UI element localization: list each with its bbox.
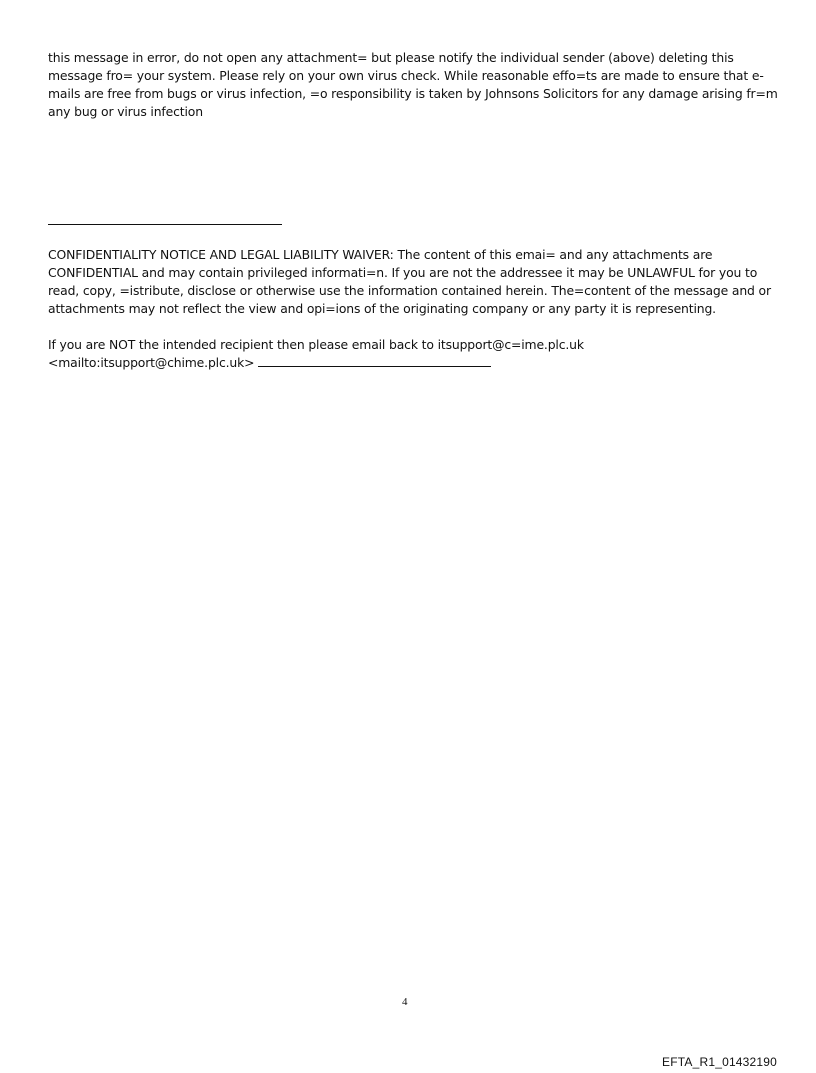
page-number: 4 [402,996,408,1008]
separator-rule [48,224,282,225]
confidentiality-line: CONFIDENTIALITY NOTICE AND LEGAL LIABILITY WAIVER: The content of this emai= and any attachments are [48,247,713,262]
disclaimer-line: this message in error, do not open any attachment= but please notify the individual sender (above) deleting this [48,50,734,65]
mailto-link[interactable]: <mailto:itsupport@chime.plc.uk> [48,355,255,370]
recipient-notice-mailto-row [48,354,491,372]
recipient-notice-line: If you are NOT the intended recipient then please email back to itsupport@c=ime.plc.uk [48,337,584,352]
disclaimer-line: message fro= your system. Please rely on your own virus check. While reasonable effo=ts are made to ensure that e- [48,68,764,83]
bates-number: EFTA_R1_01432190 [662,1055,778,1069]
disclaimer-line: mails are free from bugs or virus infection, =o responsibility is taken by Johnsons Solicitors for any damage arising fr=m [48,86,778,101]
disclaimer-line: any bug or virus infection [48,104,203,119]
confidentiality-line: CONFIDENTIAL and may contain privileged informati=n. If you are not the addressee it may be UNLAWFUL for you to [48,265,758,280]
confidentiality-line: read, copy, =istribute, disclose or otherwise use the information contained herein. The=content of the message and or [48,283,771,298]
separator-rule-inline [258,366,491,367]
confidentiality-line: attachments may not reflect the view and opi=ions of the originating company or any party it is representing. [48,301,716,316]
